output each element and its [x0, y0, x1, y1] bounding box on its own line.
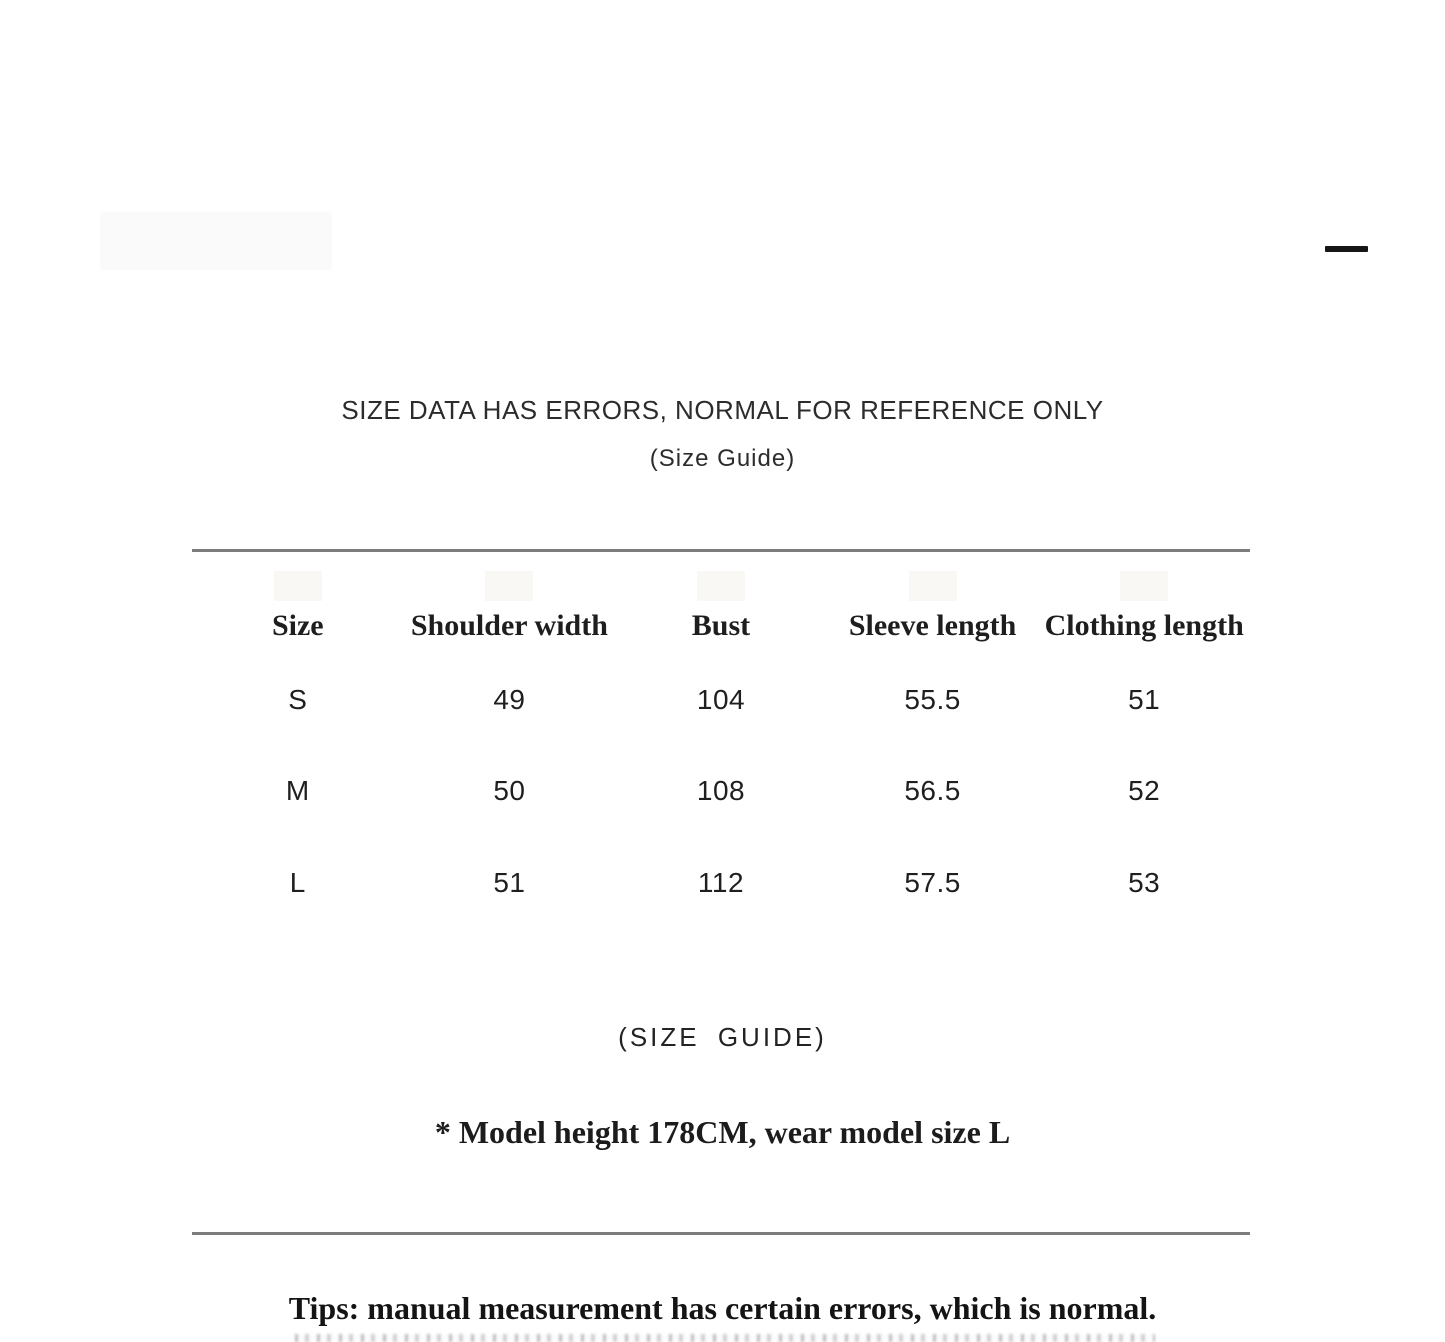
cell-clothing-length: 52 — [1128, 775, 1161, 806]
page-subtitle: (Size Guide) — [649, 445, 796, 472]
cell-bust: 108 — [696, 775, 746, 806]
table-row-s — [192, 678, 1250, 722]
size-guide-label: (SIZE GUIDE) — [618, 1022, 827, 1052]
ghost-box — [1120, 571, 1168, 601]
column-header-sleeve-length: Sleeve length — [848, 609, 1017, 642]
cell-clothing-length: 51 — [1128, 684, 1161, 715]
column-header-bust: Bust — [691, 609, 751, 642]
column-header-size: Size — [271, 609, 324, 642]
cell-clothing-length: 53 — [1128, 867, 1161, 898]
tips-note: Tips: manual measurement has certain errors, which is normal. — [288, 1290, 1157, 1326]
cell-size: S — [288, 684, 308, 715]
model-height-note: * Model height 178CM, wear model size L — [434, 1114, 1011, 1150]
cell-bust: 104 — [696, 684, 746, 715]
ghost-box — [697, 571, 745, 601]
cell-shoulder-width: 49 — [493, 684, 526, 715]
cell-sleeve-length: 57.5 — [904, 867, 961, 898]
ghost-box — [274, 571, 322, 601]
ghost-header-row — [192, 571, 1250, 601]
cell-bust: 112 — [697, 867, 745, 898]
collapse-dash-icon — [1325, 246, 1368, 252]
cell-size: M — [285, 775, 310, 806]
cell-sleeve-length: 56.5 — [904, 775, 961, 806]
cell-shoulder-width: 51 — [493, 867, 526, 898]
watermark-ghost-box — [100, 212, 332, 270]
top-divider — [192, 549, 1250, 552]
ghost-box — [909, 571, 957, 601]
ghost-box — [485, 571, 533, 601]
column-header-shoulder-width: Shoulder width — [410, 609, 608, 642]
cell-sleeve-length: 55.5 — [904, 684, 961, 715]
page-title: SIZE DATA HAS ERRORS, NORMAL FOR REFERENCE ONLY — [341, 395, 1104, 425]
column-header-clothing-length: Clothing length — [1044, 609, 1244, 642]
cell-shoulder-width: 50 — [493, 775, 526, 806]
table-row-l — [192, 861, 1250, 905]
bottom-divider — [192, 1232, 1250, 1235]
table-header-row — [192, 604, 1250, 648]
cutoff-text-strip — [295, 1334, 1155, 1342]
table-row-m — [192, 769, 1250, 813]
cell-size: L — [289, 867, 306, 898]
